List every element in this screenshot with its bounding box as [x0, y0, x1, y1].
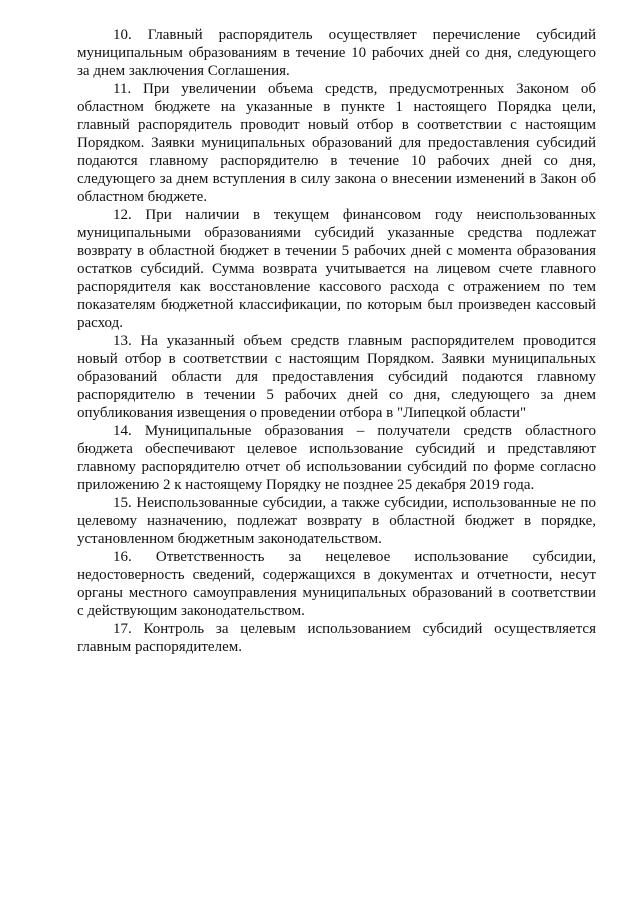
paragraph-line: 12. При наличии в текущем финансовом году неиспользованных — [113, 207, 596, 223]
paragraph-17 — [77, 620, 596, 656]
paragraph-line: возврату в областной бюджет в течении 5 рабочих дней с момента образования — [77, 243, 596, 259]
paragraph-line: образований области для предоставления субсидий подаются главному — [77, 369, 596, 385]
paragraph-line: с действующим законодательством. — [77, 603, 305, 619]
paragraph-line: 11. При увеличении объема средств, предусмотренных Законом об — [113, 81, 596, 97]
paragraph-10 — [77, 26, 596, 80]
paragraph-line: областном бюджете. — [77, 189, 208, 205]
paragraph-line: новый отбор в соответствии с настоящим Порядком. Заявки муниципальных — [77, 351, 596, 367]
paragraph-line: муниципальными образованиями субсидий указанные средства подлежат — [77, 225, 596, 241]
paragraph-line: установленном бюджетным законодательством. — [77, 531, 382, 547]
paragraph-line: целевому назначению, подлежат возврату в областной бюджет в порядке, — [77, 513, 596, 529]
paragraph-line: 13. На указанный объем средств главным распорядителем проводится — [113, 333, 596, 349]
paragraph-line: остатков субсидий. Сумма возврата учитывается на лицевом счете главного — [77, 261, 596, 277]
paragraph-line: бюджета обеспечивают целевое использование субсидий и представляют — [77, 441, 596, 457]
paragraph-line: опубликования извещения о проведении отбора в "Липецкой области" — [77, 405, 527, 421]
paragraph-line: распорядителя как восстановление кассового расхода с отражением по тем — [77, 279, 596, 295]
paragraph-line: органы местного самоуправления муниципальных образований в соответствии — [77, 585, 596, 601]
paragraph-12 — [77, 206, 596, 332]
paragraph-13 — [77, 332, 596, 422]
paragraph-line: муниципальным образованиям в течение 10 рабочих дней со дня, следующего — [77, 45, 596, 61]
paragraph-line: приложению 2 к настоящему Порядку не позднее 25 декабря 2019 года. — [77, 477, 535, 493]
paragraph-line: 14. Муниципальные образования – получатели средств областного — [113, 423, 596, 439]
paragraph-line: главным распорядителем. — [77, 639, 242, 655]
paragraph-15 — [77, 494, 596, 548]
paragraph-line: главному распорядителю отчет об использовании субсидий по форме согласно — [77, 459, 596, 475]
paragraph-line: за днем заключения Соглашения. — [77, 63, 290, 79]
paragraph-11 — [77, 80, 596, 206]
paragraph-line: распорядителю в течении 5 рабочих дней со дня, следующего за днем — [77, 387, 596, 403]
paragraph-line: 17. Контроль за целевым использованием субсидий осуществляется — [113, 621, 596, 637]
paragraph-line: 16. Ответственность за нецелевое использование субсидии, — [113, 549, 596, 565]
paragraph-line: подаются главному распорядителю в течение 10 рабочих дней со дня, — [77, 153, 596, 169]
paragraph-line: следующего за днем вступления в силу закона о внесении изменений в Закон об — [77, 171, 596, 187]
paragraph-16 — [77, 548, 596, 620]
paragraph-line: 15. Неиспользованные субсидии, а также субсидии, использованные не по — [113, 495, 596, 511]
document-body — [77, 26, 596, 656]
paragraph-line: расход. — [77, 315, 123, 331]
paragraph-line: областном бюджете на указанные в пункте 1 настоящего Порядка цели, — [77, 99, 596, 115]
paragraph-14 — [77, 422, 596, 494]
paragraph-line: главный распорядитель проводит новый отбор в соответствии с настоящим — [77, 117, 596, 133]
paragraph-line: 10. Главный распорядитель осуществляет перечисление субсидий — [113, 27, 596, 43]
paragraph-line: недостоверность сведений, содержащихся в документах и отчетности, несут — [77, 567, 596, 583]
paragraph-line: Порядком. Заявки муниципальных образований для предоставления субсидий — [77, 135, 596, 151]
paragraph-line: показателям бюджетной классификации, по которым был произведен кассовый — [77, 297, 596, 313]
